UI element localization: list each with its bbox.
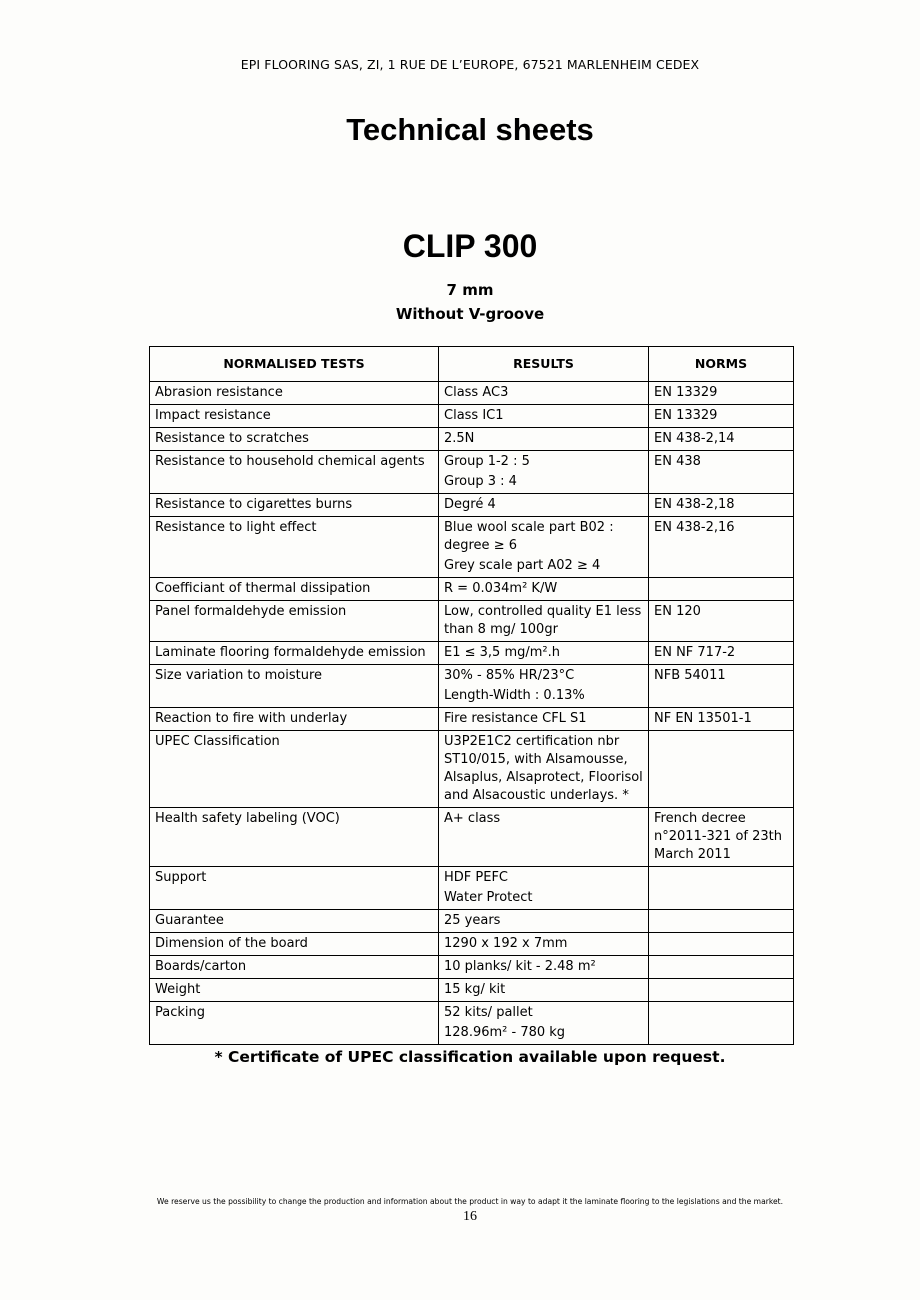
cell-results (439, 979, 649, 1002)
results-line: Water Protect (444, 890, 533, 905)
cell-norms (649, 494, 794, 517)
table-row (150, 933, 794, 956)
results-line: 10 planks/ kit - 2.48 m² (444, 959, 596, 974)
results-line: Group 3 : 4 (444, 474, 517, 489)
results-line: E1 ≤ 3,5 mg/m².h (444, 645, 560, 660)
cell-test: Resistance to light effect (150, 517, 439, 578)
norms-line: EN 438-2,14 (654, 431, 735, 446)
results-line: A+ class (444, 811, 501, 826)
results-line: Group 1-2 : 5 (444, 454, 530, 469)
table-row (150, 578, 794, 601)
norms-line: NF EN 13501-1 (654, 711, 752, 726)
results-line: Length-Width : 0.13% (444, 688, 585, 703)
cell-norms (649, 808, 794, 867)
cell-test: Packing (150, 1002, 439, 1045)
upec-footnote: * Certificate of UPEC classification available upon request. (214, 1048, 726, 1066)
cell-test: Support (150, 867, 439, 910)
cell-results (439, 428, 649, 451)
results-line: Class AC3 (444, 385, 509, 400)
cell-test: Health safety labeling (VOC) (150, 808, 439, 867)
cell-test: Impact resistance (150, 405, 439, 428)
cell-results (439, 517, 649, 578)
cell-norms (649, 910, 794, 933)
cell-results (439, 642, 649, 665)
page-number: 16 (463, 1209, 477, 1224)
cell-norms (649, 956, 794, 979)
cell-test: Size variation to moisture (150, 665, 439, 708)
cell-norms (649, 382, 794, 405)
cell-test: Resistance to household chemical agents (150, 451, 439, 494)
table-row (150, 1002, 794, 1045)
cell-norms (649, 731, 794, 808)
table-row (150, 517, 794, 578)
results-line: 30% - 85% HR/23°C (444, 668, 575, 683)
cell-test: Laminate flooring formaldehyde emission (150, 642, 439, 665)
cell-results (439, 665, 649, 708)
cell-test: Boards/carton (150, 956, 439, 979)
disclaimer: We reserve us the possibility to change the production and information about the product in way to adapt it the laminate flooring to the legislations and the market. (156, 1197, 784, 1206)
results-line: Grey scale part A02 ≥ 4 (444, 558, 601, 573)
cell-norms (649, 979, 794, 1002)
norms-line: EN 120 (654, 604, 701, 619)
results-line: 1290 x 192 x 7mm (444, 936, 568, 951)
norms-line: French decree n°2011-321 of 23th March 2011 (654, 811, 783, 862)
cell-results (439, 867, 649, 910)
table-row (150, 665, 794, 708)
table-row (150, 910, 794, 933)
product-groove: Without V-groove (395, 305, 545, 323)
cell-norms (649, 1002, 794, 1045)
cell-test: Resistance to cigarettes burns (150, 494, 439, 517)
table-row (150, 979, 794, 1002)
table-row (150, 642, 794, 665)
results-line: 25 years (444, 913, 501, 928)
cell-results (439, 405, 649, 428)
results-line: Blue wool scale part B02 : degree ≥ 6 (444, 520, 614, 553)
cell-norms (649, 405, 794, 428)
table-row (150, 382, 794, 405)
cell-norms (649, 601, 794, 642)
cell-results (439, 708, 649, 731)
table-row (150, 405, 794, 428)
table-row (150, 601, 794, 642)
results-line: 15 kg/ kit (444, 982, 506, 997)
results-line: Class IC1 (444, 408, 504, 423)
cell-test: Abrasion resistance (150, 382, 439, 405)
results-line: Low, controlled quality E1 less than 8 mg/ 100gr (444, 604, 642, 637)
cell-norms (649, 428, 794, 451)
cell-test: UPEC Classification (150, 731, 439, 808)
results-line: Fire resistance CFL S1 (444, 711, 587, 726)
table-row (150, 451, 794, 494)
cell-results (439, 494, 649, 517)
product-name: CLIP 300 (402, 228, 538, 264)
cell-results (439, 910, 649, 933)
results-line: 52 kits/ pallet (444, 1005, 533, 1020)
table-row (150, 708, 794, 731)
cell-norms (649, 451, 794, 494)
norms-line: EN NF 717-2 (654, 645, 736, 660)
table-row (150, 428, 794, 451)
norms-line: EN 13329 (654, 385, 718, 400)
specifications-table (149, 346, 794, 1045)
norms-line: EN 438-2,16 (654, 520, 735, 535)
cell-results (439, 808, 649, 867)
cell-results (439, 1002, 649, 1045)
results-line: 128.96m² - 780 kg (444, 1025, 566, 1040)
table-row (150, 867, 794, 910)
table-row (150, 731, 794, 808)
cell-results (439, 956, 649, 979)
cell-results (439, 451, 649, 494)
norms-line: EN 438 (654, 454, 701, 469)
document-title: Technical sheets (346, 112, 594, 147)
table-row (150, 494, 794, 517)
cell-norms (649, 933, 794, 956)
cell-test: Panel formaldehyde emission (150, 601, 439, 642)
cell-results (439, 601, 649, 642)
results-line: R = 0.034m² K/W (444, 581, 558, 596)
table-row (150, 956, 794, 979)
cell-test: Reaction to fire with underlay (150, 708, 439, 731)
cell-norms (649, 867, 794, 910)
cell-test: Dimension of the board (150, 933, 439, 956)
table-row (150, 808, 794, 867)
header-tests: NORMALISED TESTS (150, 347, 439, 382)
cell-norms (649, 708, 794, 731)
cell-test: Weight (150, 979, 439, 1002)
cell-norms (649, 517, 794, 578)
cell-test: Coefficiant of thermal dissipation (150, 578, 439, 601)
cell-test: Guarantee (150, 910, 439, 933)
norms-line: EN 13329 (654, 408, 718, 423)
cell-results (439, 382, 649, 405)
cell-test: Resistance to scratches (150, 428, 439, 451)
results-line: HDF PEFC (444, 870, 509, 885)
cell-norms (649, 578, 794, 601)
norms-line: EN 438-2,18 (654, 497, 735, 512)
cell-results (439, 578, 649, 601)
cell-results (439, 731, 649, 808)
cell-norms (649, 665, 794, 708)
header-results: RESULTS (439, 347, 649, 382)
table-header-row (150, 347, 794, 382)
results-line: Degré 4 (444, 497, 496, 512)
cell-results (439, 933, 649, 956)
header-norms: NORMS (649, 347, 794, 382)
norms-line: NFB 54011 (654, 668, 726, 683)
product-thickness: 7 mm (446, 281, 494, 299)
results-line: 2.5N (444, 431, 475, 446)
cell-norms (649, 642, 794, 665)
company-address: EPI FLOORING SAS, ZI, 1 RUE DE L’EUROPE, 67521 MARLENHEIM CEDEX (240, 57, 700, 72)
results-line: U3P2E1C2 certification nbr ST10/015, with Alsamousse, Alsaplus, Alsaprotect, Floorisol and Alsacoustic underlays. * (444, 734, 643, 803)
